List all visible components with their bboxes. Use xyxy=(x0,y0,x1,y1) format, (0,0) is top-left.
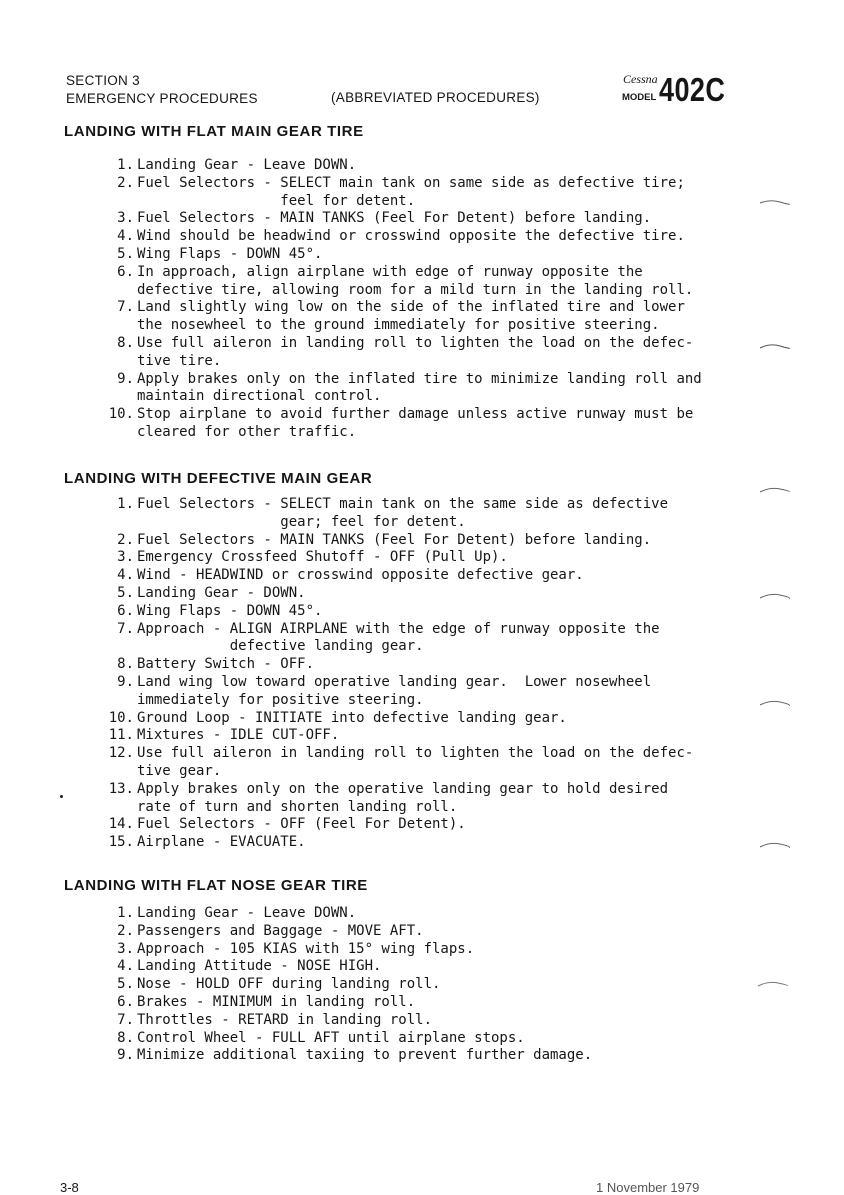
procedure-step xyxy=(80,603,780,621)
step-text: Control Wheel - FULL AFT until airplane stops. xyxy=(137,1029,525,1046)
step-text: Use full aileron in landing roll to lighten the load on the defec- tive tire. xyxy=(137,334,694,369)
margin-dot xyxy=(60,795,63,798)
abbreviated-label: (ABBREVIATED PROCEDURES) xyxy=(331,90,540,105)
step-number: 7. xyxy=(117,299,134,316)
step-number: 15. xyxy=(108,834,134,851)
section-title-defective-main-gear: LANDING WITH DEFECTIVE MAIN GEAR xyxy=(64,470,373,487)
step-number: 3. xyxy=(117,940,134,957)
section-header xyxy=(66,72,258,108)
procedure-step xyxy=(80,246,780,264)
step-text: Land slightly wing low on the side of the inflated tire and lower the nosewheel to the ground immediately for positive steering. xyxy=(137,299,685,334)
revision-mark xyxy=(758,486,790,494)
procedure-step xyxy=(80,976,780,994)
step-number: 5. xyxy=(117,584,134,601)
step-number: 5. xyxy=(117,245,134,262)
procedure-step xyxy=(80,585,780,603)
step-text: Stop airplane to avoid further damage unless active runway must be cleared for other traffic. xyxy=(137,406,694,440)
step-text: Battery Switch - OFF. xyxy=(137,656,315,673)
step-number: 6. xyxy=(117,993,134,1010)
procedure-step xyxy=(80,781,780,817)
procedure-step xyxy=(80,299,780,335)
logo-model-word: MODEL xyxy=(622,92,657,103)
step-number: 10. xyxy=(108,406,134,423)
page-number: 3-8 xyxy=(60,1180,79,1195)
step-text: Mixtures - IDLE CUT-OFF. xyxy=(137,727,340,744)
step-number: 9. xyxy=(117,370,134,387)
procedure-step xyxy=(80,1030,780,1048)
step-text: Wing Flaps - DOWN 45°. xyxy=(137,602,323,619)
revision-mark xyxy=(758,592,790,600)
procedure-step xyxy=(80,621,780,657)
step-text: Nose - HOLD OFF during landing roll. xyxy=(137,976,441,993)
step-number: 7. xyxy=(117,1011,134,1028)
procedure-step xyxy=(80,727,780,745)
section-title-flat-main-gear-tire: LANDING WITH FLAT MAIN GEAR TIRE xyxy=(64,123,364,140)
step-number: 1. xyxy=(117,157,134,173)
procedure-step xyxy=(80,1012,780,1030)
procedure-step xyxy=(80,745,780,781)
step-number: 12. xyxy=(108,745,134,762)
procedure-step xyxy=(80,264,780,300)
step-text: Minimize additional taxiing to prevent further damage. xyxy=(137,1047,593,1064)
step-number: 2. xyxy=(117,174,134,191)
revision-mark xyxy=(758,841,790,849)
step-number: 8. xyxy=(117,1029,134,1046)
step-text: Land wing low toward operative landing gear. Lower nosewheel immediately for positive steering. xyxy=(137,673,652,708)
procedure-step xyxy=(80,157,780,175)
procedure-step xyxy=(80,532,780,550)
step-number: 2. xyxy=(117,531,134,548)
step-number: 1. xyxy=(117,496,134,512)
step-text: Wind - HEADWIND or crosswind opposite defective gear. xyxy=(137,567,584,584)
logo-model-number: 402C xyxy=(659,71,726,108)
step-text: Ground Loop - INITIATE into defective landing gear. xyxy=(137,709,567,726)
step-number: 8. xyxy=(117,656,134,673)
step-number: 6. xyxy=(117,263,134,280)
step-text: Apply brakes only on the inflated tire to minimize landing roll and maintain directional control. xyxy=(137,370,702,405)
step-number: 9. xyxy=(117,1047,134,1064)
step-text: Landing Gear - Leave DOWN. xyxy=(137,157,357,173)
step-text: In approach, align airplane with edge of runway opposite the defective tire, allowing room for a mild turn in the landing roll. xyxy=(137,263,694,298)
procedure-step xyxy=(80,834,780,852)
step-number: 6. xyxy=(117,602,134,619)
step-text: Fuel Selectors - MAIN TANKS (Feel For Detent) before landing. xyxy=(137,531,652,548)
step-text: Landing Gear - DOWN. xyxy=(137,584,306,601)
flat-nose-gear-tire-steps xyxy=(80,905,780,1065)
revision-mark xyxy=(758,699,790,707)
procedure-step xyxy=(80,656,780,674)
procedure-step xyxy=(80,371,780,407)
step-number: 9. xyxy=(117,673,134,690)
procedure-step xyxy=(80,496,780,532)
section-title-flat-nose-gear-tire: LANDING WITH FLAT NOSE GEAR TIRE xyxy=(64,877,368,894)
step-number: 10. xyxy=(108,709,134,726)
procedure-step xyxy=(80,958,780,976)
step-text: Fuel Selectors - SELECT main tank on the same side as defective gear; feel for detent. xyxy=(137,496,669,530)
procedure-step xyxy=(80,923,780,941)
procedure-step xyxy=(80,406,780,442)
step-number: 8. xyxy=(117,334,134,351)
step-text: Fuel Selectors - OFF (Feel For Detent). xyxy=(137,816,466,833)
step-number: 4. xyxy=(117,228,134,245)
step-number: 1. xyxy=(117,905,134,921)
procedure-step xyxy=(80,710,780,728)
procedure-step xyxy=(80,905,780,923)
step-text: Emergency Crossfeed Shutoff - OFF (Pull Up). xyxy=(137,549,508,566)
step-number: 4. xyxy=(117,958,134,975)
step-text: Wing Flaps - DOWN 45°. xyxy=(137,245,323,262)
procedure-step xyxy=(80,175,780,211)
step-number: 3. xyxy=(117,210,134,227)
procedure-step xyxy=(80,816,780,834)
step-text: Use full aileron in landing roll to lighten the load on the defec- tive gear. xyxy=(137,745,694,779)
revision-mark xyxy=(758,342,790,350)
procedure-step xyxy=(80,210,780,228)
step-number: 14. xyxy=(108,816,134,833)
step-text: Airplane - EVACUATE. xyxy=(137,834,306,851)
step-text: Wind should be headwind or crosswind opposite the defective tire. xyxy=(137,228,685,245)
section-label: SECTION 3 xyxy=(66,73,140,88)
step-text: Landing Gear - Leave DOWN. xyxy=(137,905,357,921)
step-text: Approach - 105 KIAS with 15° wing flaps. xyxy=(137,940,475,957)
step-text: Landing Attitude - NOSE HIGH. xyxy=(137,958,382,975)
step-number: 2. xyxy=(117,922,134,939)
step-text: Throttles - RETARD in landing roll. xyxy=(137,1011,433,1028)
cessna-model-logo xyxy=(620,72,745,108)
procedure-step xyxy=(80,335,780,371)
procedure-step xyxy=(80,994,780,1012)
procedure-step xyxy=(80,674,780,710)
revision-mark xyxy=(758,198,790,206)
step-text: Approach - ALIGN AIRPLANE with the edge of runway opposite the defective landing gear. xyxy=(137,620,660,655)
procedure-step xyxy=(80,567,780,585)
procedure-step xyxy=(80,228,780,246)
flat-main-gear-tire-steps xyxy=(80,157,780,442)
step-text: Brakes - MINIMUM in landing roll. xyxy=(137,993,416,1010)
logo-brand: Cessna xyxy=(623,72,658,86)
step-number: 7. xyxy=(117,620,134,637)
step-number: 3. xyxy=(117,549,134,566)
step-number: 11. xyxy=(108,727,134,744)
revision-date: 1 November 1979 xyxy=(596,1180,700,1195)
section-subtitle: EMERGENCY PROCEDURES xyxy=(66,91,258,106)
step-number: 4. xyxy=(117,567,134,584)
procedure-step xyxy=(80,941,780,959)
step-text: Apply brakes only on the operative landing gear to hold desired rate of turn and shorten landing roll. xyxy=(137,780,669,815)
procedure-step xyxy=(80,1047,780,1065)
step-text: Fuel Selectors - MAIN TANKS (Feel For Detent) before landing. xyxy=(137,210,652,227)
step-text: Fuel Selectors - SELECT main tank on same side as defective tire; feel for detent. xyxy=(137,174,685,209)
step-number: 13. xyxy=(108,780,134,797)
procedure-step xyxy=(80,549,780,567)
step-number: 5. xyxy=(117,976,134,993)
revision-mark xyxy=(756,980,788,988)
step-text: Passengers and Baggage - MOVE AFT. xyxy=(137,922,424,939)
defective-main-gear-steps xyxy=(80,496,780,852)
